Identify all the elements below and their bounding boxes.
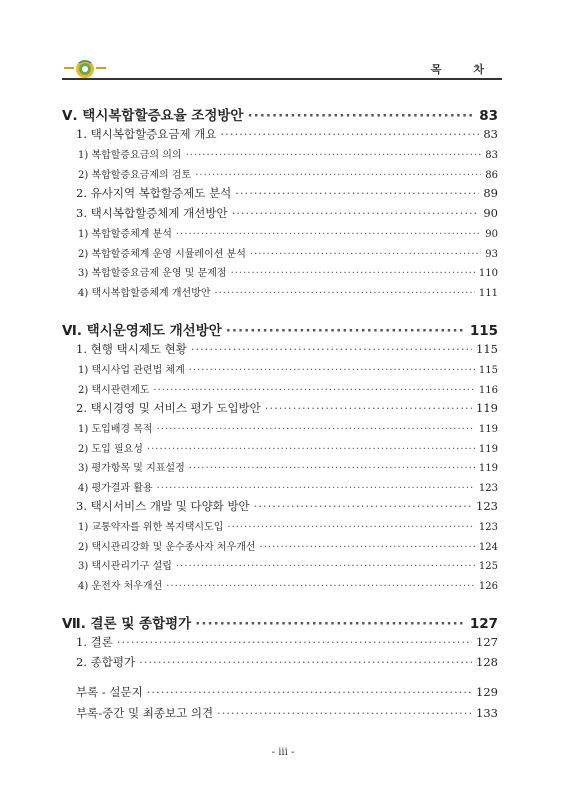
toc-subsection[interactable] xyxy=(62,381,498,401)
toc-entry-page-number: 110 xyxy=(478,268,498,279)
toc-spacer xyxy=(62,596,498,612)
dot-leader xyxy=(231,268,475,279)
toc-entry-label: 1) 도입배경 목적 xyxy=(78,424,153,435)
page-number: - iii - xyxy=(271,747,295,758)
toc-entry-page-number: 124 xyxy=(478,541,498,553)
toc-section[interactable] xyxy=(62,400,498,420)
dot-leader xyxy=(176,561,475,572)
toc-subsection[interactable] xyxy=(62,440,498,460)
dot-leader xyxy=(147,444,475,455)
toc-subsection[interactable] xyxy=(62,264,498,284)
dot-leader xyxy=(166,581,475,592)
toc-entry-label: 3) 평가항목 및 지표설정 xyxy=(78,463,185,474)
toc-entry-label: Ⅶ. 결론 및 종합평가 xyxy=(62,616,192,632)
toc-subsection[interactable] xyxy=(62,518,498,538)
toc-entry-page-number: 83 xyxy=(479,108,498,124)
dot-leader xyxy=(247,108,475,124)
toc-entry-page-number: 115 xyxy=(478,365,498,376)
toc-chapter[interactable] xyxy=(62,612,498,634)
toc-entry-label: 3) 복합할증요금제 운영 및 문제점 xyxy=(78,268,227,279)
toc-subsection[interactable] xyxy=(62,538,498,558)
toc-section[interactable] xyxy=(62,498,498,518)
toc-entry-page-number: 133 xyxy=(476,706,498,720)
toc-entry-label: 1) 복합할증요금의 의의 xyxy=(78,150,182,161)
toc-entry-label: 1) 교통약자를 위한 복지택시도입 xyxy=(78,522,224,533)
toc-entry-label: 1. 택시복합할증요금제 개요 xyxy=(76,127,217,141)
toc-section[interactable] xyxy=(62,126,498,146)
toc-entry-label: 1. 결론 xyxy=(76,635,113,649)
toc-entry-label: 2) 복합할증요금제의 검토 xyxy=(78,169,192,181)
dot-leader xyxy=(157,483,475,494)
page-header xyxy=(62,58,502,80)
dot-leader xyxy=(117,635,472,649)
header-rule xyxy=(62,78,502,80)
toc-subsection[interactable] xyxy=(62,146,498,166)
toc-entry-label: 3. 택시복합할증체계 개선방안 xyxy=(76,206,228,220)
dot-leader xyxy=(226,323,466,339)
dot-leader xyxy=(215,288,475,299)
toc-entry-page-number: 123 xyxy=(478,482,498,494)
toc-entry-label: 2. 유사지역 복합할증제도 분석 xyxy=(76,186,232,200)
toc-entry-label: 4) 평가결과 활용 xyxy=(78,482,153,494)
dot-leader xyxy=(195,170,481,181)
toc-entry-page-number: 126 xyxy=(478,580,498,592)
toc-section[interactable] xyxy=(62,205,498,225)
toc-entry-label: 4) 운전자 처우개선 xyxy=(78,580,163,592)
toc-entry-label: 1) 복합할증체계 분석 xyxy=(78,229,172,240)
toc-subsection[interactable] xyxy=(62,284,498,304)
dot-leader xyxy=(195,616,466,632)
toc-spacer xyxy=(62,303,498,319)
toc-entry-page-number: 128 xyxy=(476,655,498,669)
toc-entry-page-number: 125 xyxy=(478,561,498,572)
dot-leader xyxy=(176,229,481,240)
toc-entry-page-number: 119 xyxy=(478,463,498,474)
dot-leader xyxy=(189,463,475,474)
toc-section[interactable] xyxy=(62,341,498,361)
toc-entry-label: 부록-중간 및 최종보고 의견 xyxy=(76,706,214,720)
toc-entry-label: 1. 현행 택시제도 현황 xyxy=(76,342,187,356)
toc-section[interactable] xyxy=(62,654,498,674)
toc-entry-page-number: 119 xyxy=(478,424,498,435)
toc-entry-label: 부록 - 설문지 xyxy=(76,685,143,699)
toc-subsection[interactable] xyxy=(62,245,498,265)
toc-subsection[interactable] xyxy=(62,420,498,440)
toc-subsection[interactable] xyxy=(62,479,498,499)
toc-entry-page-number: 93 xyxy=(485,248,498,260)
toc-entry-label: 2) 도입 필요성 xyxy=(78,443,143,455)
table-of-contents xyxy=(62,104,498,726)
toc-appendix[interactable] xyxy=(62,684,498,705)
toc-entry-page-number: 116 xyxy=(478,384,498,396)
toc-entry-page-number: 127 xyxy=(469,616,498,632)
toc-subsection[interactable] xyxy=(62,459,498,479)
toc-entry-page-number: 86 xyxy=(485,169,498,181)
toc-entry-page-number: 123 xyxy=(476,499,498,513)
toc-entry-label: 4) 택시복합할증체계 개선방안 xyxy=(78,287,211,299)
toc-subsection[interactable] xyxy=(62,225,498,245)
dot-leader xyxy=(260,542,475,553)
toc-entry-label: 3. 택시서비스 개발 및 다양화 방안 xyxy=(76,499,250,513)
dot-leader xyxy=(235,186,479,200)
toc-subsection[interactable] xyxy=(62,166,498,186)
dot-leader xyxy=(147,685,472,699)
toc-entry-label: 2) 택시관리강화 및 운수종사자 처우개선 xyxy=(78,541,256,553)
toc-entry-page-number: 89 xyxy=(483,186,498,200)
dot-leader xyxy=(250,249,481,260)
toc-chapter[interactable] xyxy=(62,104,498,126)
toc-section[interactable] xyxy=(62,185,498,205)
toc-subsection[interactable] xyxy=(62,361,498,381)
dot-leader xyxy=(265,401,472,415)
toc-entry-label: Ⅵ. 택시운영제도 개선방안 xyxy=(62,323,222,339)
toc-entry-page-number: 111 xyxy=(478,287,498,299)
toc-entry-page-number: 129 xyxy=(476,685,498,699)
dot-leader xyxy=(232,206,480,220)
header-title: 목 차 xyxy=(430,63,498,76)
toc-entry-page-number: 119 xyxy=(476,401,498,415)
toc-entry-page-number: 83 xyxy=(483,127,498,141)
toc-entry-label: 1) 택시사업 관련법 체계 xyxy=(78,365,185,376)
dot-leader xyxy=(254,499,472,513)
toc-entry-page-number: 127 xyxy=(476,635,498,649)
toc-spacer xyxy=(62,674,498,684)
dot-leader xyxy=(220,127,479,141)
toc-entry-page-number: 83 xyxy=(485,150,498,161)
toc-entry-page-number: 115 xyxy=(476,342,498,356)
toc-entry-page-number: 90 xyxy=(483,206,498,220)
dot-leader xyxy=(157,424,475,435)
toc-subsection[interactable] xyxy=(62,557,498,577)
dot-leader xyxy=(153,385,475,396)
dot-leader xyxy=(227,522,475,533)
toc-entry-label: 2. 택시경영 및 서비스 평가 도입방안 xyxy=(76,401,261,415)
dot-leader xyxy=(189,365,475,376)
toc-entry-label: 2. 종합평가 xyxy=(76,655,136,669)
toc-entry-page-number: 123 xyxy=(478,522,498,533)
emblem-logo-icon xyxy=(62,58,108,80)
toc-entry-page-number: 115 xyxy=(469,323,498,339)
dot-leader xyxy=(186,150,482,161)
dot-leader xyxy=(191,342,472,356)
toc-entry-label: 2) 택시관련제도 xyxy=(78,384,150,396)
toc-entry-label: 3) 택시관리기구 설립 xyxy=(78,561,172,572)
toc-section[interactable] xyxy=(62,634,498,654)
toc-entry-label: 2) 복합할증체계 운영 시뮬레이션 분석 xyxy=(78,248,246,260)
toc-entry-page-number: 119 xyxy=(478,443,498,455)
toc-entry-page-number: 90 xyxy=(485,229,498,240)
toc-chapter[interactable] xyxy=(62,319,498,341)
toc-subsection[interactable] xyxy=(62,577,498,597)
toc-appendix[interactable] xyxy=(62,705,498,726)
dot-leader xyxy=(217,706,472,720)
toc-entry-label: Ⅴ. 택시복합할증요율 조정방안 xyxy=(62,108,244,124)
dot-leader xyxy=(139,655,472,669)
